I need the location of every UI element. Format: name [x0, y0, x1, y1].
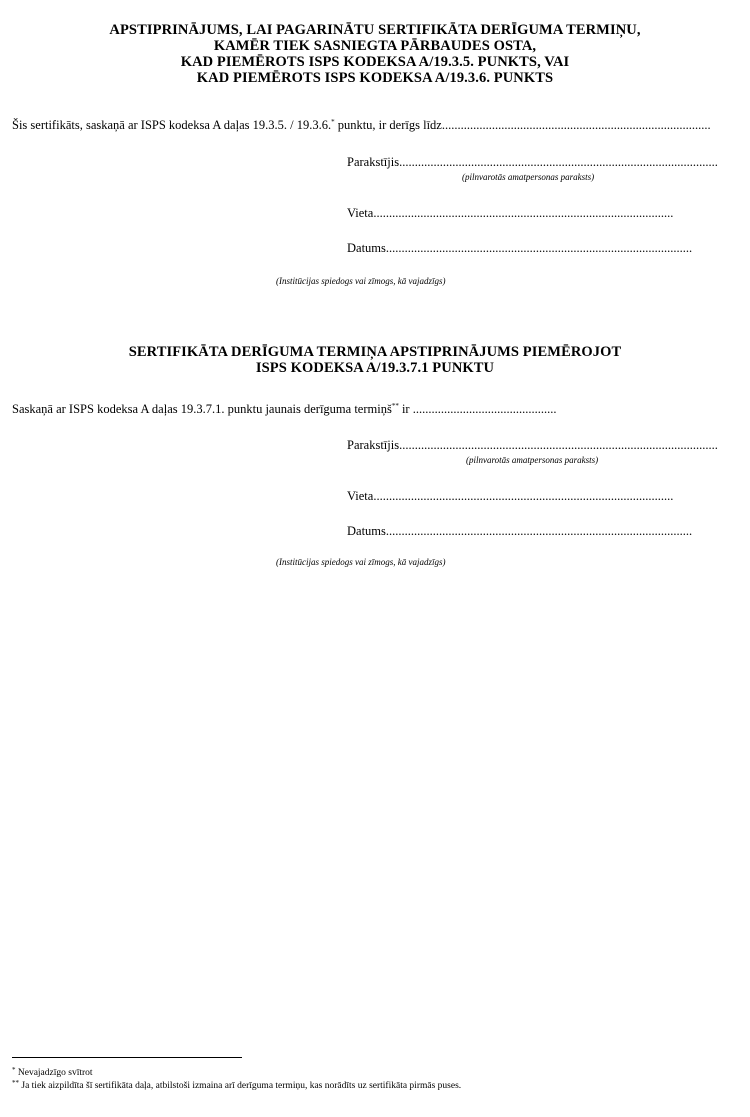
- section1-title: [0, 22, 750, 86]
- place-field[interactable]: ................................................................................................: [373, 206, 674, 220]
- signature-caption: (pilnvarotās amatpersonas paraksts): [462, 172, 595, 182]
- footnote-mark: *: [12, 1066, 16, 1074]
- statement-text: Šis sertifikāts, saskaņā ar ISPS kodeksa A daļas 19.3.5. / 19.3.6.: [12, 118, 332, 132]
- footnote-mark: *: [331, 118, 335, 126]
- place-label: Vieta: [347, 206, 374, 220]
- section1-signature-line: [347, 155, 740, 170]
- signed-label: Parakstījis: [347, 438, 400, 452]
- footnote-mark: **: [12, 1079, 19, 1087]
- date-label: Datums: [347, 241, 386, 255]
- signature-field[interactable]: ......................................................................................................: [399, 438, 718, 452]
- signature-field[interactable]: ......................................................................................................: [399, 155, 718, 169]
- section2-date-line: [347, 524, 740, 539]
- section2-title: [0, 344, 750, 376]
- footnote-text: Nevajadzīgo svītrot: [15, 1068, 93, 1078]
- date-label: Datums: [347, 524, 386, 538]
- date-field[interactable]: ..................................................................................................: [385, 524, 693, 538]
- statement-text: ir: [398, 402, 413, 416]
- section2-title-line: ISPS KODEKSA A/19.3.7.1 PUNKTU: [255, 360, 495, 376]
- section1-place-line: [347, 206, 740, 221]
- section2-title-line: SERTIFIKĀTA DERĪGUMA TERMIŅA APSTIPRINĀJUMS PIEMĒROJOT: [128, 344, 622, 360]
- section2-signature-line: [347, 438, 740, 453]
- section1-validity-statement: [12, 118, 740, 133]
- footnote-mark: **: [391, 402, 399, 410]
- section1-title-line: KAD PIEMĒROTS ISPS KODEKSA A/19.3.5. PUNKTS, VAI: [180, 54, 570, 70]
- section1-title-line: KAMĒR TIEK SASNIEGTA PĀRBAUDES OSTA,: [213, 38, 537, 54]
- statement-text: punktu, ir derīgs līdz: [334, 118, 442, 132]
- place-label: Vieta: [347, 489, 374, 503]
- section2-validity-statement: [12, 402, 740, 417]
- footnote-1: [12, 1068, 93, 1078]
- section1-title-line: APSTIPRINĀJUMS, LAI PAGARINĀTU SERTIFIKĀTA DERĪGUMA TERMIŅU,: [109, 22, 641, 38]
- signed-label: Parakstījis: [347, 155, 400, 169]
- section2-place-line: [347, 489, 740, 504]
- seal-caption: (Institūcijas spiedogs vai zīmogs, kā vajadzīgs): [276, 557, 446, 567]
- signature-caption: (pilnvarotās amatpersonas paraksts): [466, 455, 599, 465]
- footnote-divider: [12, 1057, 242, 1058]
- statement-text: Saskaņā ar ISPS kodeksa A daļas 19.3.7.1. punktu jaunais derīguma termiņš: [12, 402, 392, 416]
- validity-date-field[interactable]: ..............................................: [412, 402, 557, 416]
- seal-caption: (Institūcijas spiedogs vai zīmogs, kā vajadzīgs): [276, 276, 446, 286]
- section1-date-line: [347, 241, 740, 256]
- validity-date-field[interactable]: ......................................................................................: [441, 118, 711, 132]
- date-field[interactable]: ..................................................................................................: [385, 241, 693, 255]
- place-field[interactable]: ................................................................................................: [373, 489, 674, 503]
- footnote-2: [12, 1081, 461, 1091]
- footnote-text: Ja tiek aizpildīta šī sertifikāta daļa, atbilstoši izmaina arī derīguma termiņu, kas norādīts uz sertifikāta pirmās puses.: [19, 1081, 462, 1091]
- section1-title-line: KAD PIEMĒROTS ISPS KODEKSA A/19.3.6. PUNKTS: [196, 70, 554, 86]
